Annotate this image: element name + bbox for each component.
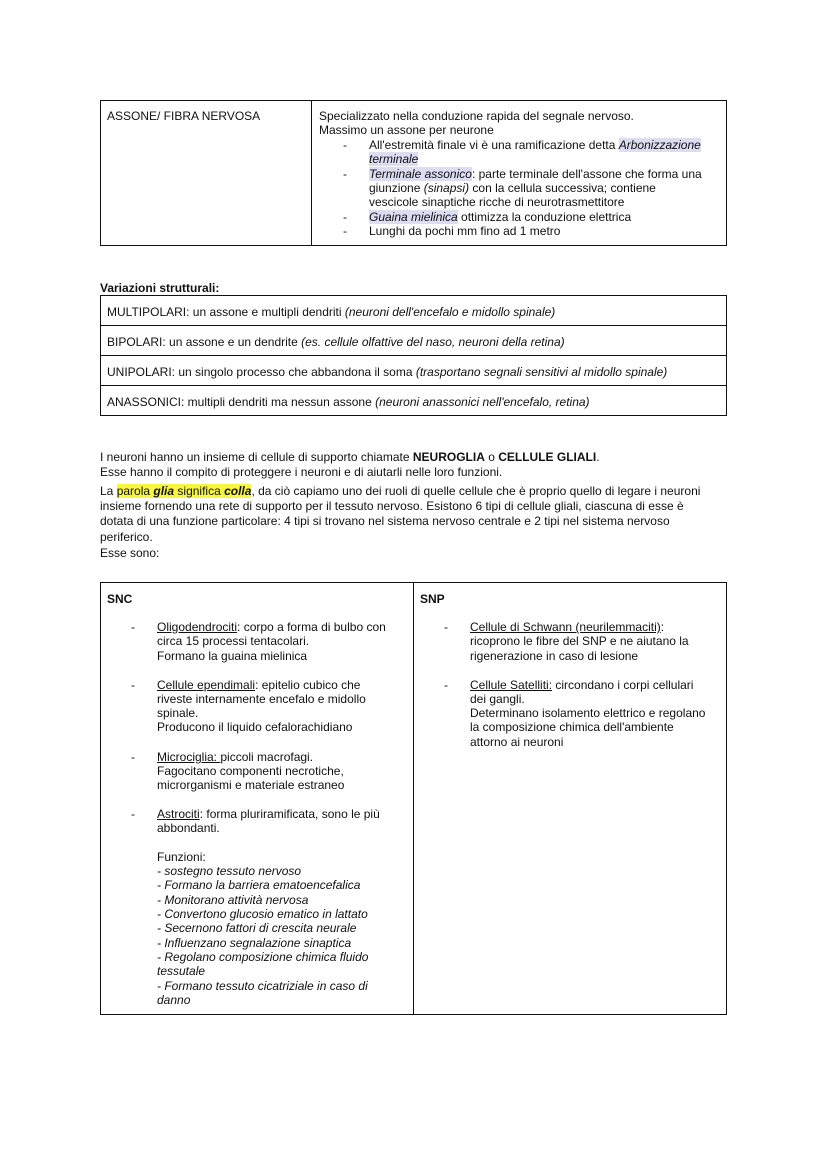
bullet-dash: - xyxy=(343,224,347,238)
microciglia-item xyxy=(157,750,313,765)
row-note: (neuroni anassonici nell'encefalo, retina) xyxy=(375,395,590,409)
assone-item-1-highlight-2: terminale xyxy=(369,152,419,166)
paragraph-line-4: insieme fornendo una rete di supporto per il tessuto nervoso. Esistono 6 tipi di cellule gliali, ciascuna di esse è xyxy=(100,499,684,513)
ependimali-l3: spinale. xyxy=(157,706,199,720)
ependimali-l2: riveste internamente encefalo e midollo xyxy=(157,692,366,706)
microciglia-l3: microrganismi e materiale estraneo xyxy=(157,778,345,792)
paragraph-line-1 xyxy=(100,450,600,465)
row-divider xyxy=(100,385,727,386)
assone-item-2-l2-post: con la cellula successiva; contiene xyxy=(469,181,656,195)
ependimali-item xyxy=(157,678,360,693)
bullet-dash: - xyxy=(343,167,347,181)
row-label: BIPOLARI: un assone e un dendrite xyxy=(107,335,302,349)
assone-item-2-highlight: Terminale assonico xyxy=(369,167,472,181)
funzione-item: danno xyxy=(157,993,191,1007)
funzione-item: - Influenzano segnalazione sinaptica xyxy=(157,936,352,950)
row-divider xyxy=(100,325,727,326)
funzione-item: - Secernono fattori di crescita neurale xyxy=(157,921,357,935)
assone-item-2-l3: vescicole sinaptiche ricche di neurotrasmettitore xyxy=(369,195,625,209)
row-label: UNIPOLARI: un singolo processo che abbandona il soma xyxy=(107,365,416,379)
satelliti-l3: Determinano isolamento elettrico e regolano xyxy=(470,706,706,720)
assone-item-4: Lunghi da pochi mm fino ad 1 metro xyxy=(369,224,561,238)
paragraph-line-5: dotata di una funzione particolare: 4 tipi si trovano nel sistema nervoso centrale e 2 tipi nel sistema nervoso xyxy=(100,514,670,528)
assone-item-2 xyxy=(369,167,702,182)
assone-table-divider xyxy=(311,100,312,246)
oligodendrociti-item xyxy=(157,620,386,635)
text: : xyxy=(660,620,665,634)
oligodendrociti-l3: Formano la guaina mielinica xyxy=(157,649,308,663)
text: . xyxy=(596,450,600,464)
satelliti-item xyxy=(470,678,693,693)
ependimali-l4: Producono il liquido cefalorachidiano xyxy=(157,720,353,734)
assone-item-1-text: All'estremità finale vi è una ramificazione detta xyxy=(369,138,619,152)
glia-term: glia xyxy=(153,484,175,498)
neuroglia-term: NEUROGLIA xyxy=(412,450,485,464)
schwann-l2: ricoprono le fibre del SNP e ne aiutano la xyxy=(470,634,689,648)
text: , da ciò capiamo uno dei ruoli di quelle cellule che è proprio quello di legare i neuroni xyxy=(251,484,701,498)
text: o xyxy=(484,450,499,464)
assone-line1: Specializzato nella conduzione rapida del segnale nervoso. xyxy=(319,109,634,123)
bullet-dash: - xyxy=(444,678,448,692)
snp-header: SNP xyxy=(420,592,445,606)
oligodendrociti-l2: circa 15 processi tentacolari. xyxy=(157,634,310,648)
text: La xyxy=(100,484,117,498)
paragraph-line-7: Esse sono: xyxy=(100,546,160,560)
row-label: ANASSONICI: multipli dendriti ma nessun assone xyxy=(107,395,376,409)
astrociti-l2: abbondanti. xyxy=(157,821,220,835)
row-note: (trasportano segnali sensitivi al midollo spinale) xyxy=(415,365,668,379)
assone-item-2-l2-pre: giunzione xyxy=(369,181,424,195)
schwann-item xyxy=(470,620,664,635)
cellule-gliali-term: CELLULE GLIALI xyxy=(498,450,597,464)
assone-item-2-text: : parte terminale dell'assone che forma una xyxy=(471,167,702,181)
oligodendrociti-term: Oligodendrociti xyxy=(157,620,238,634)
assone-item-1-highlight: Arbonizzazione xyxy=(618,138,701,152)
bullet-dash: - xyxy=(131,620,135,634)
funzione-item: - Monitorano attività nervosa xyxy=(157,893,309,907)
satelliti-l2: dei gangli. xyxy=(470,692,525,706)
assone-item-2-l2 xyxy=(369,181,656,196)
paragraph-line-3 xyxy=(100,484,700,499)
funzione-item: - Formano tessuto cicatriziale in caso di xyxy=(157,979,368,993)
satelliti-l5: attorno ai neuroni xyxy=(470,735,564,749)
bullet-dash: - xyxy=(343,210,347,224)
row-note: (neuroni dell'encefalo e midollo spinale) xyxy=(344,305,556,319)
astrociti-term: Astrociti xyxy=(157,807,200,821)
row-label: MULTIPOLARI: un assone e multipli dendriti xyxy=(107,305,345,319)
row-note: (es. cellule olfattive del naso, neuroni della retina) xyxy=(301,335,565,349)
funzioni-label: Funzioni: xyxy=(157,850,206,864)
snc-header: SNC xyxy=(107,592,133,606)
funzione-item: - Regolano composizione chimica fluido xyxy=(157,950,369,964)
funzione-item: - sostegno tessuto nervoso xyxy=(157,864,302,878)
assone-line2: Massimo un assone per neurone xyxy=(319,123,494,137)
assone-item-3-text: ottimizza la conduzione elettrica xyxy=(457,210,632,224)
text: : epitelio cubico che xyxy=(255,678,361,692)
variazioni-heading: Variazioni strutturali: xyxy=(100,281,220,295)
ependimali-term: Cellule ependimali xyxy=(157,678,256,692)
bullet-dash: - xyxy=(131,807,135,821)
microciglia-term: Microciglia: xyxy=(157,750,221,764)
satelliti-term: Cellule Satelliti: xyxy=(470,678,553,692)
schwann-l3: rigenerazione in caso di lesione xyxy=(470,649,639,663)
funzione-item: tessutale xyxy=(157,964,206,978)
assone-left-cell: ASSONE/ FIBRA NERVOSA xyxy=(107,109,261,123)
assone-item-3-highlight: Guaina mielinica xyxy=(369,210,458,224)
bullet-dash: - xyxy=(131,750,135,764)
highlight: parola xyxy=(116,484,154,498)
row-divider xyxy=(100,355,727,356)
bullet-dash: - xyxy=(343,138,347,152)
colla-term: colla xyxy=(224,484,252,498)
assone-item-3 xyxy=(369,210,631,225)
paragraph-line-6: periferico. xyxy=(100,530,153,544)
funzione-item: - Formano la barriera ematoencefalica xyxy=(157,878,361,892)
text: I neuroni hanno un insieme di cellule di supporto chiamate xyxy=(100,450,413,464)
microciglia-l2: Fagocitano componenti necrotiche, xyxy=(157,764,344,778)
text: : forma pluriramificata, sono le più xyxy=(199,807,380,821)
text: circondano i corpi cellulari xyxy=(552,678,694,692)
highlight: significa xyxy=(174,484,225,498)
bullet-dash: - xyxy=(131,678,135,692)
glia-table-divider xyxy=(413,582,414,1015)
text: : corpo a forma di bulbo con xyxy=(237,620,386,634)
paragraph-line-2: Esse hanno il compito di proteggere i neuroni e di aiutarli nelle loro funzioni. xyxy=(100,465,503,479)
astrociti-item xyxy=(157,807,380,822)
variazioni-row-unipolari xyxy=(107,365,667,380)
bullet-dash: - xyxy=(444,620,448,634)
assone-item-1 xyxy=(369,138,701,153)
text: piccoli macrofagi. xyxy=(220,750,314,764)
variazioni-row-anassonici xyxy=(107,395,590,410)
assone-item-2-l2-it: (sinapsi) xyxy=(423,181,470,195)
assone-item-1-cont xyxy=(369,152,418,167)
satelliti-l4: la composizione chimica dell'ambiente xyxy=(470,720,674,734)
schwann-term: Cellule di Schwann (neurilemmaciti) xyxy=(470,620,661,634)
variazioni-row-multipolari xyxy=(107,305,555,320)
variazioni-row-bipolari xyxy=(107,335,565,350)
funzione-item: - Convertono glucosio ematico in lattato xyxy=(157,907,368,921)
